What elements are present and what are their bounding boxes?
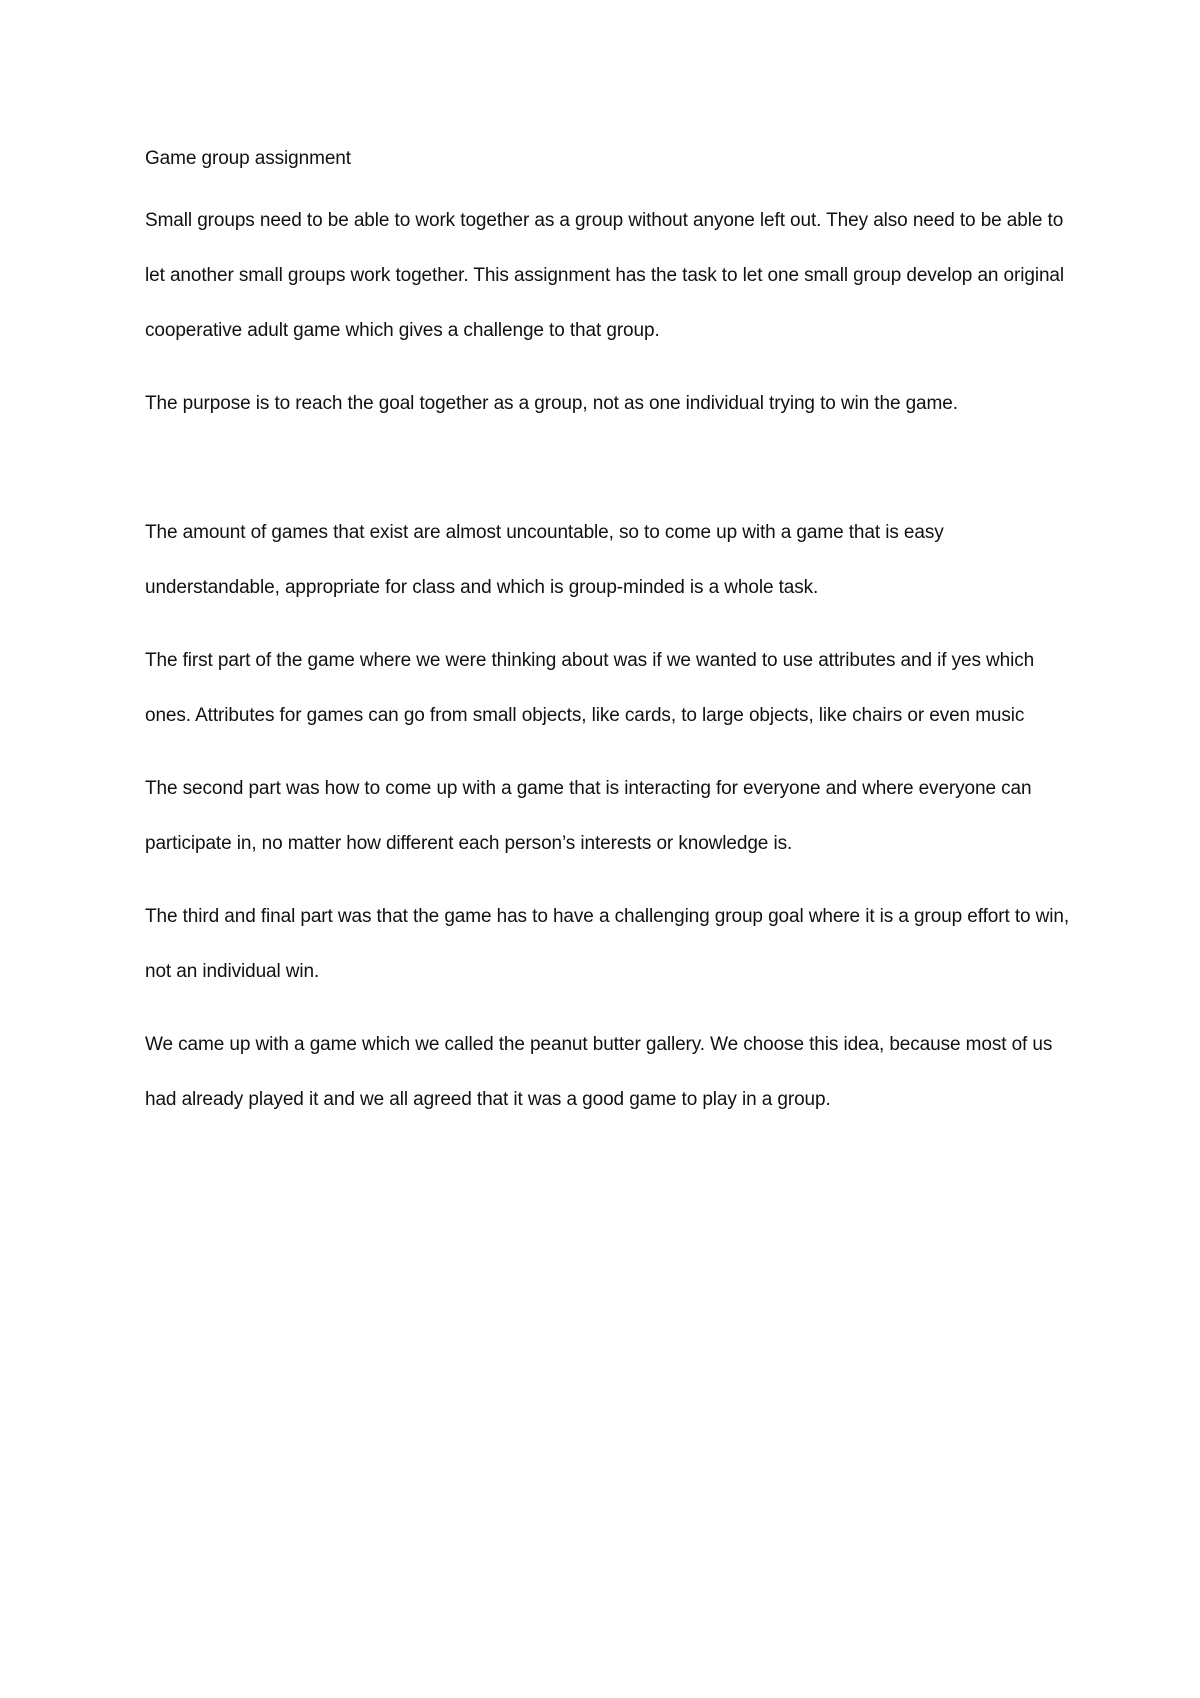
document-body [145, 142, 1075, 1127]
paragraph-2: The purpose is to reach the goal together as a group, not as one individual trying to win the game. [145, 393, 958, 414]
paragraph-5: The second part was how to come up with a game that is interacting for everyone and where everyone can participate in, no matter how different each person’s interests or knowledge is. [145, 778, 1032, 854]
paragraph-3: The amount of games that exist are almost uncountable, so to come up with a game that is easy understandable, appropriate for class and which is group-minded is a whole task. [145, 522, 944, 598]
paragraph-1: Small groups need to be able to work together as a group without anyone left out. They also need to be able to let another small groups work together. This assignment has the task to let one small group develop an original cooperative adult game which gives a challenge to that group. [145, 210, 1065, 341]
paragraph-6: The third and final part was that the game has to have a challenging group goal where it is a group effort to win, not an individual win. [145, 906, 1070, 982]
document-title: Game group assignment [145, 148, 351, 169]
paragraph-7: We came up with a game which we called the peanut butter gallery. We choose this idea, because most of us had already played it and we all agreed that it was a good game to play in a group. [145, 1034, 1053, 1110]
paragraph-4: The first part of the game where we were thinking about was if we wanted to use attributes and if yes which ones. Attributes for games can go from small objects, like cards, to large objects, like chairs or even music [145, 650, 1035, 726]
